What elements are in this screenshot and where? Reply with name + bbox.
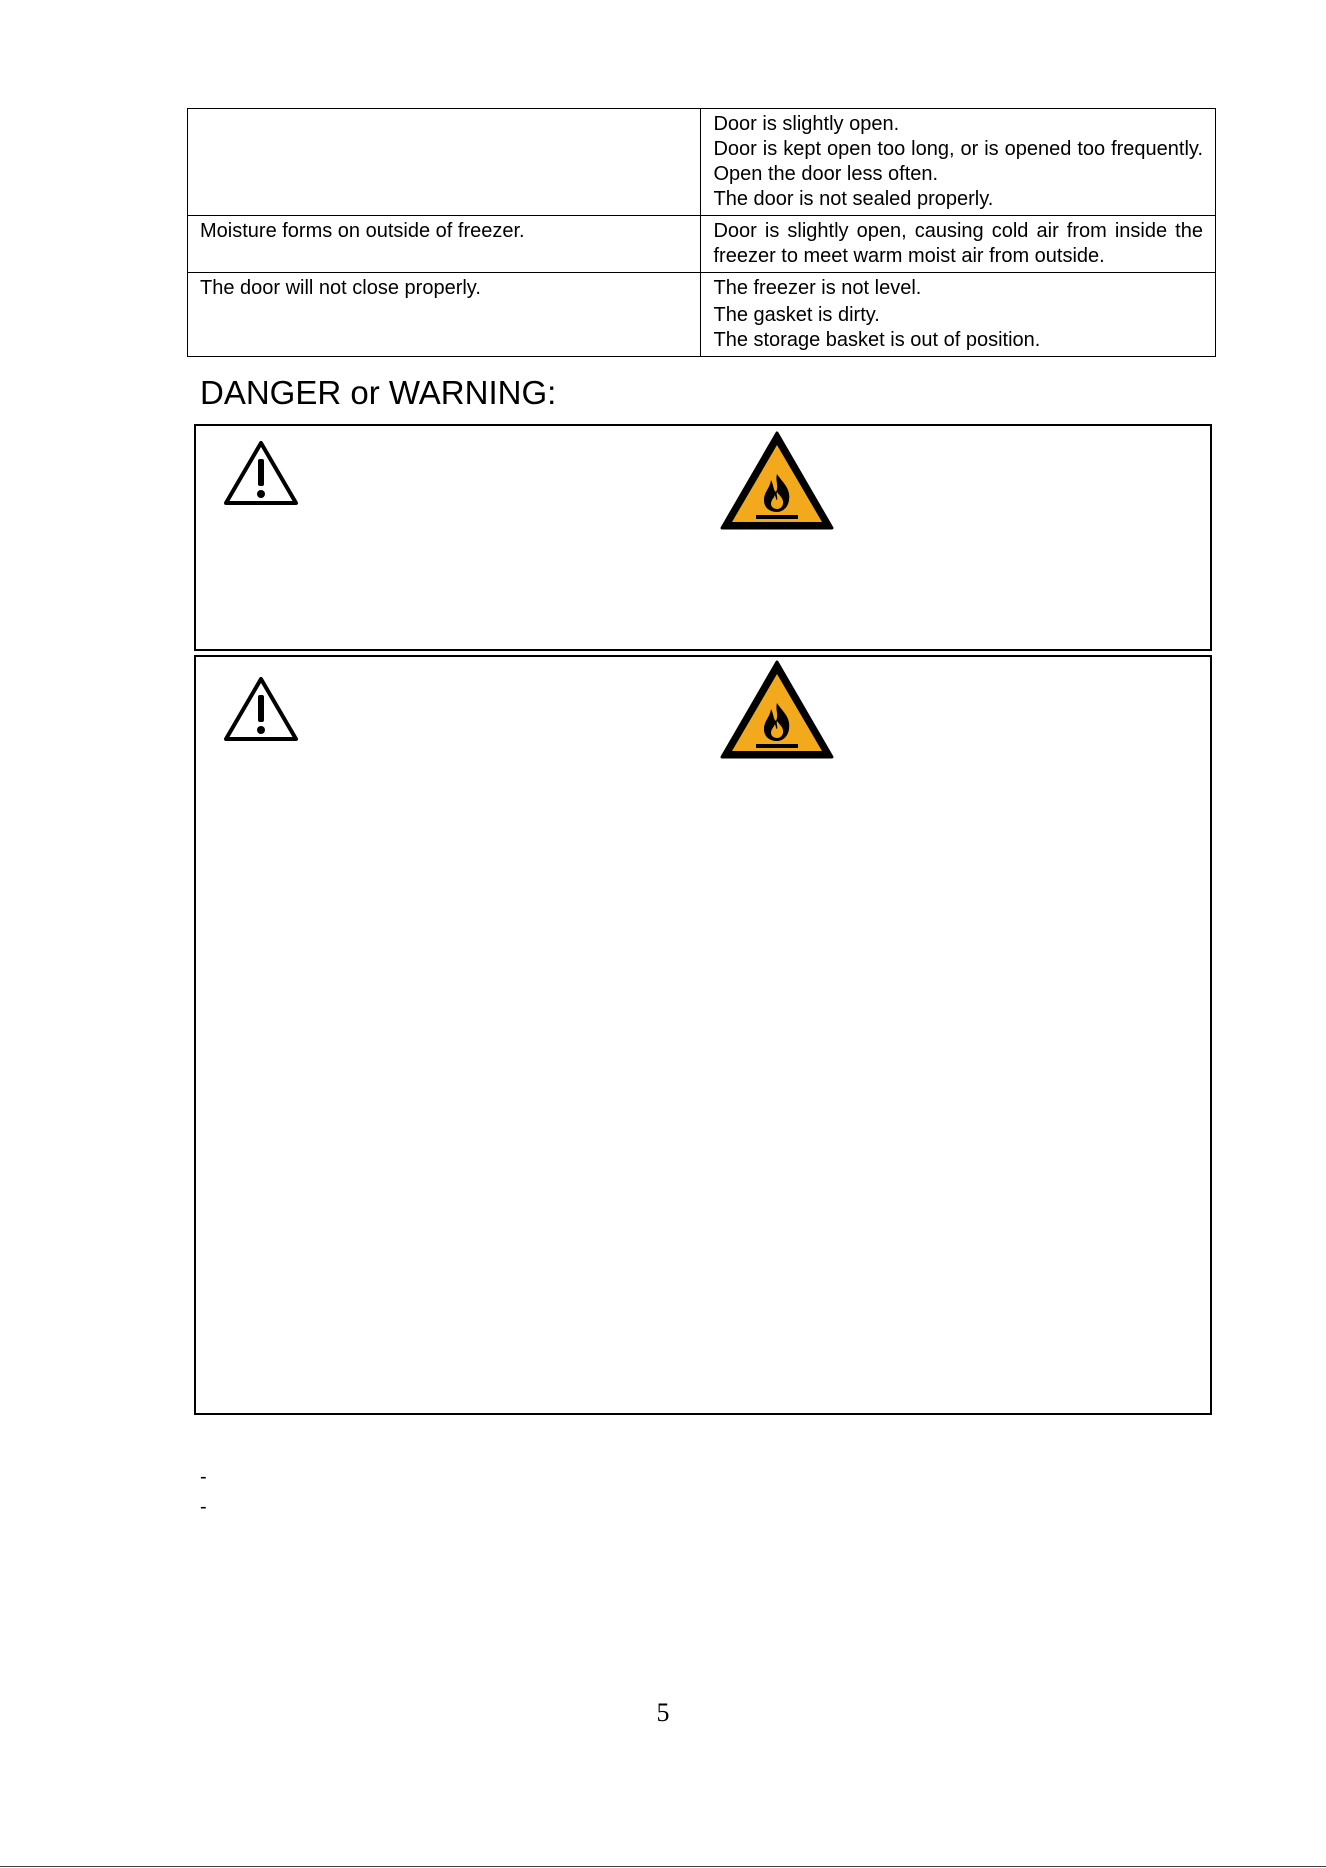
list-bullet: -	[200, 1496, 207, 1518]
flammable-warning-icon	[719, 659, 835, 761]
table-row	[188, 109, 1216, 216]
page-bottom-rule	[0, 1866, 1326, 1867]
table-row	[188, 216, 1216, 273]
troubleshooting-table	[187, 108, 1216, 357]
cause-text: The storage basket is out of position.	[713, 329, 1041, 351]
problem-cell: Moisture forms on outside of freezer.	[188, 216, 701, 273]
warning-triangle-icon	[221, 437, 301, 509]
cause-text: Door is slightly open, causing cold air from inside the freezer to meet warm moist air from outside.	[713, 220, 1203, 267]
cause-cell	[701, 109, 1216, 216]
problem-cell: The door will not close properly.	[188, 273, 701, 357]
cause-text: The door is not sealed properly.	[713, 188, 994, 210]
table-row	[188, 273, 1216, 357]
cause-cell	[701, 273, 1216, 357]
problem-cell	[188, 109, 701, 216]
list-bullet: -	[200, 1466, 207, 1488]
warning-box	[194, 655, 1212, 1415]
cause-cell	[701, 216, 1216, 273]
cause-text: Door is kept open too long, or is opened too frequently. Open the door less often.	[713, 138, 1203, 185]
warning-triangle-icon	[221, 673, 301, 745]
cause-text: The freezer is not level.	[713, 277, 922, 299]
cause-text: The gasket is dirty.	[713, 304, 880, 326]
cause-text: Door is slightly open.	[713, 113, 900, 135]
page-number: 5	[656, 1698, 670, 1727]
flammable-warning-icon	[719, 430, 835, 532]
warning-box	[194, 424, 1212, 651]
section-heading: DANGER or WARNING:	[200, 374, 557, 411]
